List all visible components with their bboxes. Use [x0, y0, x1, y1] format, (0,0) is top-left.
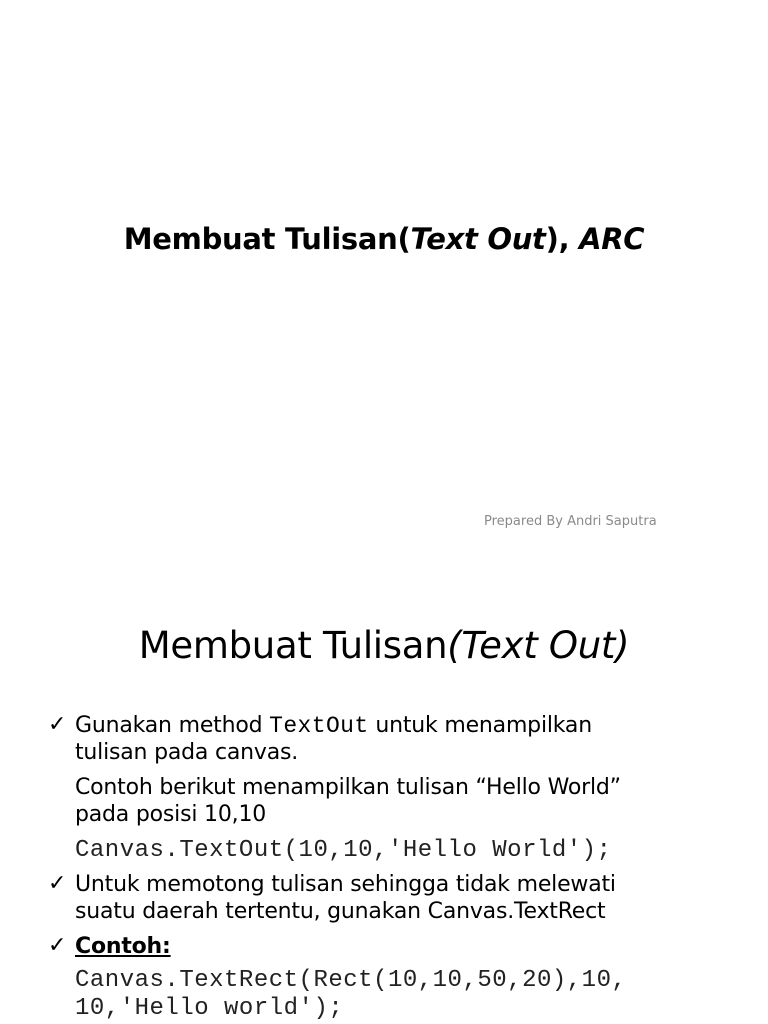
list-item-line: suatu daerah tertentu, gunakan Canvas.TextRect — [75, 899, 606, 924]
heading-arc: ARC — [579, 222, 645, 256]
code-example: 10,'Hello world'); — [75, 995, 344, 1022]
code-example: Canvas.TextOut(10,10,'Hello World'); — [75, 837, 612, 864]
checkmark-icon: ✓ — [48, 933, 67, 958]
heading-text: Membuat Tulisan( — [123, 222, 411, 256]
list-item-line: Untuk memotong tulisan sehingga tidak melewati — [75, 872, 616, 897]
checkmark-icon: ✓ — [48, 871, 67, 896]
checkmark-icon: ✓ — [48, 712, 67, 737]
heading-text-mid: ), — [545, 222, 580, 256]
example-label: Contoh: — [75, 934, 171, 959]
heading-italic: Text Out — [410, 222, 546, 256]
heading-text: Membuat Tulisan — [138, 624, 448, 667]
content-slide-heading — [0, 624, 768, 667]
code-example: Canvas.TextRect(Rect(10,10,50,20),10, — [75, 967, 627, 994]
title-slide-heading — [0, 222, 768, 256]
list-item-line: Gunakan method TextOut untuk menampilkan — [75, 713, 592, 739]
heading-italic: (Text Out) — [447, 624, 630, 667]
list-item-line: Contoh berikut menampilkan tulisan “Hello World” — [75, 775, 621, 800]
list-item-line: pada posisi 10,10 — [75, 802, 267, 827]
inline-code: TextOut — [269, 713, 369, 739]
list-item-line: tulisan pada canvas. — [75, 740, 299, 765]
author-credit: Prepared By Andri Saputra — [484, 514, 657, 529]
